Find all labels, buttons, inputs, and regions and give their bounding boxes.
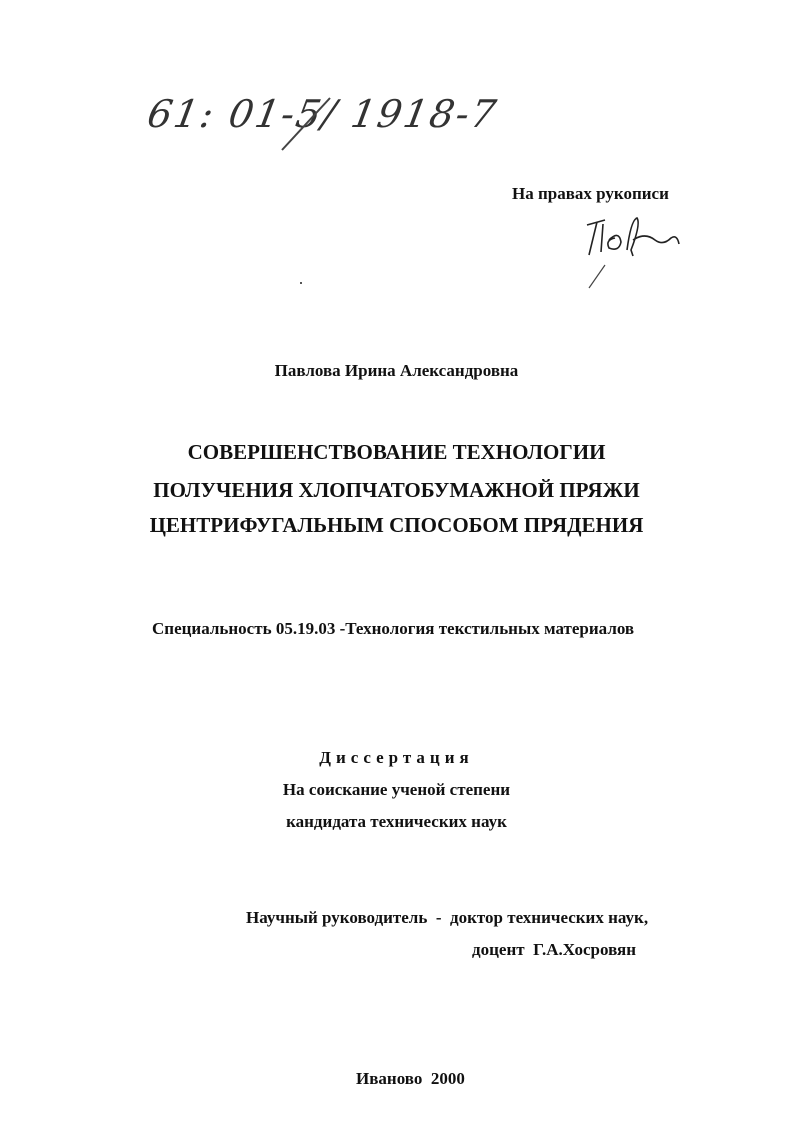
handwritten-archive-code: 61: 01-5/ 1918-7 (144, 92, 502, 136)
author-name: Павлова Ирина Александровна (274, 361, 519, 380)
manuscript-rights-label: На правах рукописи (512, 184, 669, 203)
place-year: Иваново 2000 (356, 1069, 465, 1088)
degree-line-2: кандидата технических наук (286, 812, 507, 831)
signature (575, 210, 695, 295)
title-line-3: ЦЕНТРИФУГАЛЬНЫМ СПОСОБОМ ПРЯДЕНИЯ (149, 513, 644, 537)
title-line-2: ПОЛУЧЕНИЯ ХЛОПЧАТОБУМАЖНОЙ ПРЯЖИ (153, 478, 640, 502)
degree-type: Диссертация (319, 748, 474, 767)
specialty: Специальность 05.19.03 -Технология текстильных материалов (152, 619, 635, 638)
supervisor-line-2: доцент Г.А.Хосровян (472, 940, 637, 959)
title-line-1: СОВЕРШЕНСТВОВАНИЕ ТЕХНОЛОГИИ (187, 440, 606, 464)
scan-speck (300, 282, 302, 284)
degree-line-1: На соискание ученой степени (282, 780, 511, 799)
supervisor-line-1: Научный руководитель - доктор технических наук, (246, 908, 649, 927)
